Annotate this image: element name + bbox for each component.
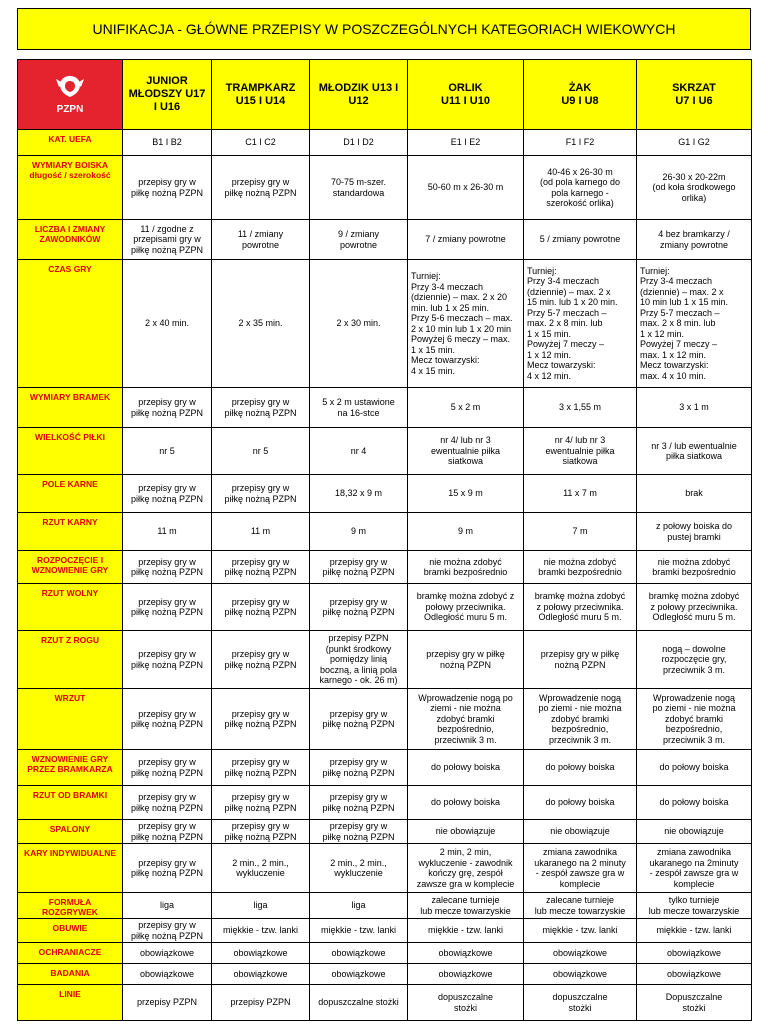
- column-header: ŻAK U9 I U8: [524, 60, 637, 130]
- table-cell: Turniej: Przy 3-4 meczach (dziennie) – max. 2 x 10 min lub 1 x 15 min. Przy 5-7 meczach – max. 2 x 8 min. lub 1 x 12 min. Powyżej 7 meczy – max. 1 x 12 min. Mecz towarzyski: max. 4 x 10 min.: [637, 260, 752, 388]
- row-label: RZUT KARNY: [18, 513, 123, 551]
- row-label: WYMIARY BOISKA długość / szerokość: [18, 156, 123, 220]
- table-cell: 5 / zmiany powrotne: [524, 220, 637, 260]
- table-cell: obowiązkowe: [123, 964, 212, 985]
- document-title: UNIFIKACJA - GŁÓWNE PRZEPISY W POSZCZEGÓLNYCH KATEGORIACH WIEKOWYCH: [17, 8, 751, 50]
- table-cell: nr 5: [123, 428, 212, 475]
- table-cell: tylko turnieje lub mecze towarzyskie: [637, 893, 752, 919]
- table-cell: obowiązkowe: [212, 943, 310, 964]
- document-page: [17, 8, 751, 1021]
- table-cell: 5 x 2 m: [408, 388, 524, 428]
- row-label: ROZPOCZĘCIE I WZNOWIENIE GRY: [18, 551, 123, 584]
- row-label: WIELKOŚĆ PIŁKI: [18, 428, 123, 475]
- row-label: RZUT OD BRAMKI: [18, 786, 123, 820]
- table-cell: nie można zdobyć bramki bezpośrednio: [408, 551, 524, 584]
- table-cell: obowiązkowe: [310, 964, 408, 985]
- row-label: LINIE: [18, 985, 123, 1021]
- table-cell: E1 I E2: [408, 130, 524, 156]
- table-cell: przepisy gry w piłkę nożną PZPN: [123, 631, 212, 689]
- table-cell: liga: [310, 893, 408, 919]
- table-cell: 3 x 1,55 m: [524, 388, 637, 428]
- table-cell: do połowy boiska: [408, 786, 524, 820]
- table-cell: Dopuszczalne stożki: [637, 985, 752, 1021]
- table-cell: nr 3 / lub ewentualnie piłka siatkowa: [637, 428, 752, 475]
- table-cell: do połowy boiska: [637, 750, 752, 786]
- table-cell: obowiązkowe: [524, 964, 637, 985]
- table-cell: miękkie - tzw. lanki: [408, 919, 524, 943]
- table-cell: przepisy gry w piłkę nożną PZPN: [310, 551, 408, 584]
- table-cell: nr 4: [310, 428, 408, 475]
- table-cell: D1 I D2: [310, 130, 408, 156]
- table-cell: przepisy gry w piłkę nożną PZPN: [123, 919, 212, 943]
- table-row: [18, 964, 752, 985]
- table-cell: przepisy PZPN: [212, 985, 310, 1021]
- table-cell: obowiązkowe: [408, 943, 524, 964]
- table-cell: 2 min., 2 min., wykluczenie: [310, 844, 408, 893]
- column-header: MŁODZIK U13 I U12: [310, 60, 408, 130]
- table-row: [18, 820, 752, 844]
- table-cell: 40-46 x 26-30 m (od pola karnego do pola karnego - szerokość orlika): [524, 156, 637, 220]
- table-row: [18, 475, 752, 513]
- table-cell: przepisy gry w piłkę nożną PZPN: [310, 689, 408, 750]
- table-cell: 11 / zmiany powrotne: [212, 220, 310, 260]
- table-cell: nie można zdobyć bramki bezpośrednio: [637, 551, 752, 584]
- table-cell: 2 x 30 min.: [310, 260, 408, 388]
- table-cell: przepisy gry w piłkę nożną PZPN: [123, 844, 212, 893]
- table-cell: G1 I G2: [637, 130, 752, 156]
- table-cell: liga: [123, 893, 212, 919]
- table-cell: 9 m: [408, 513, 524, 551]
- table-cell: przepisy gry w piłkę nożną PZPN: [123, 689, 212, 750]
- table-cell: Wprowadzenie nogą po ziemi - nie można zdobyć bramki bezpośrednio, przeciwnik 3 m.: [524, 689, 637, 750]
- table-cell: nr 4/ lub nr 3 ewentualnie piłka siatkowa: [408, 428, 524, 475]
- table-cell: B1 I B2: [123, 130, 212, 156]
- table-cell: przepisy gry w piłkę nożną PZPN: [123, 551, 212, 584]
- table-cell: przepisy gry w piłkę nożną PZPN: [310, 820, 408, 844]
- table-cell: do połowy boiska: [408, 750, 524, 786]
- table-cell: przepisy gry w piłkę nożną PZPN: [212, 475, 310, 513]
- table-cell: 7 m: [524, 513, 637, 551]
- table-cell: przepisy PZPN (punkt środkowy pomiędzy linią boczną, a linią pola karnego - ok. 26 m): [310, 631, 408, 689]
- table-row: [18, 631, 752, 689]
- table-cell: obowiązkowe: [524, 943, 637, 964]
- table-cell: przepisy gry w piłkę nożną PZPN: [123, 475, 212, 513]
- column-header: SKRZAT U7 I U6: [637, 60, 752, 130]
- table-row: [18, 156, 752, 220]
- table-row: [18, 260, 752, 388]
- table-cell: 4 bez bramkarzy / zmiany powrotne: [637, 220, 752, 260]
- table-cell: miękkie - tzw. lanki: [637, 919, 752, 943]
- table-cell: nr 4/ lub nr 3 ewentualnie piłka siatkowa: [524, 428, 637, 475]
- table-row: [18, 985, 752, 1021]
- table-cell: z połowy boiska do pustej bramki: [637, 513, 752, 551]
- column-header: ORLIK U11 I U10: [408, 60, 524, 130]
- table-row: [18, 388, 752, 428]
- table-cell: 26-30 x 20-22m (od koła środkowego orlika): [637, 156, 752, 220]
- table-row: [18, 513, 752, 551]
- table-cell: przepisy gry w piłkę nożną PZPN: [123, 584, 212, 631]
- table-cell: Wprowadzenie nogą po ziemi - nie można zdobyć bramki bezpośrednio, przeciwnik 3 m.: [408, 689, 524, 750]
- table-cell: dopuszczalne stożki: [310, 985, 408, 1021]
- table-cell: bramkę można zdobyć z połowy przeciwnika. Odległość muru 5 m.: [524, 584, 637, 631]
- table-row: [18, 844, 752, 893]
- row-label: OBUWIE: [18, 919, 123, 943]
- row-label: KARY INDYWIDUALNE: [18, 844, 123, 893]
- table-cell: 9 m: [310, 513, 408, 551]
- table-cell: 2 x 40 min.: [123, 260, 212, 388]
- row-label: BADANIA: [18, 964, 123, 985]
- table-cell: przepisy gry w piłkę nożną PZPN: [123, 786, 212, 820]
- table-cell: 11 x 7 m: [524, 475, 637, 513]
- table-cell: zalecane turnieje lub mecze towarzyskie: [408, 893, 524, 919]
- table-cell: przepisy gry w piłkę nożną PZPN: [310, 750, 408, 786]
- table-row: [18, 584, 752, 631]
- table-cell: nogą – dowolne rozpoczęcie gry, przeciwnik 3 m.: [637, 631, 752, 689]
- table-cell: 3 x 1 m: [637, 388, 752, 428]
- column-header: JUNIOR MŁODSZY U17 I U16: [123, 60, 212, 130]
- row-label: FORMUŁA ROZGRYWEK: [18, 893, 123, 919]
- table-cell: przepisy gry w piłkę nożną PZPN: [524, 631, 637, 689]
- logo-text: PZPN: [56, 104, 84, 115]
- table-cell: Turniej: Przy 3-4 meczach (dziennie) – max. 2 x 20 min. lub 1 x 25 min. Przy 5-6 meczach – max. 2 x 10 min lub 1 x 20 min Powyżej 6 meczy – max. 1 x 15 min. Mecz towarzyski: 4 x 15 min.: [408, 260, 524, 388]
- table-cell: 11 m: [212, 513, 310, 551]
- table-cell: 18,32 x 9 m: [310, 475, 408, 513]
- row-label: WZNOWIENIE GRY PRZEZ BRAMKARZA: [18, 750, 123, 786]
- table-cell: dopuszczalne stożki: [524, 985, 637, 1021]
- table-cell: zalecane turnieje lub mecze towarzyskie: [524, 893, 637, 919]
- header-row: [18, 60, 752, 130]
- table-row: [18, 428, 752, 475]
- table-cell: do połowy boiska: [524, 750, 637, 786]
- table-cell: nr 5: [212, 428, 310, 475]
- row-label: POLE KARNE: [18, 475, 123, 513]
- table-cell: 2 x 35 min.: [212, 260, 310, 388]
- table-row: [18, 943, 752, 964]
- table-row: [18, 919, 752, 943]
- table-cell: obowiązkowe: [408, 964, 524, 985]
- table-cell: do połowy boiska: [524, 786, 637, 820]
- table-cell: 5 x 2 m ustawione na 16-stce: [310, 388, 408, 428]
- rules-table: [17, 59, 752, 1021]
- table-cell: przepisy PZPN: [123, 985, 212, 1021]
- table-cell: 11 / zgodne z przepisami gry w piłkę nożną PZPN: [123, 220, 212, 260]
- table-cell: bramkę można zdobyć z połowy przeciwnika. Odległość muru 5 m.: [408, 584, 524, 631]
- table-cell: F1 I F2: [524, 130, 637, 156]
- table-cell: przepisy gry w piłkę nożną PZPN: [212, 388, 310, 428]
- table-cell: obowiązkowe: [123, 943, 212, 964]
- column-header: TRAMPKARZ U15 I U14: [212, 60, 310, 130]
- table-cell: 9 / zmiany powrotne: [310, 220, 408, 260]
- eagle-icon: [53, 73, 87, 101]
- table-cell: przepisy gry w piłkę nożną PZPN: [212, 156, 310, 220]
- row-label: KAT. UEFA: [18, 130, 123, 156]
- table-cell: nie można zdobyć bramki bezpośrednio: [524, 551, 637, 584]
- table-cell: bramkę można zdobyć z połowy przeciwnika. Odległość muru 5 m.: [637, 584, 752, 631]
- table-cell: 15 x 9 m: [408, 475, 524, 513]
- table-cell: liga: [212, 893, 310, 919]
- table-row: [18, 220, 752, 260]
- row-label: WRZUT: [18, 689, 123, 750]
- table-cell: nie obowiązuje: [408, 820, 524, 844]
- table-cell: przepisy gry w piłkę nożną PZPN: [212, 584, 310, 631]
- table-cell: przepisy gry w piłkę nożną PZPN: [310, 786, 408, 820]
- table-cell: zmiana zawodnika ukaranego na 2 minuty - zespół zawsze gra w komplecie: [524, 844, 637, 893]
- table-cell: przepisy gry w piłkę nożną PZPN: [123, 388, 212, 428]
- table-cell: do połowy boiska: [637, 786, 752, 820]
- table-cell: obowiązkowe: [637, 964, 752, 985]
- table-cell: przepisy gry w piłkę nożną PZPN: [310, 584, 408, 631]
- table-cell: C1 I C2: [212, 130, 310, 156]
- table-cell: obowiązkowe: [310, 943, 408, 964]
- table-cell: miękkie - tzw. lanki: [212, 919, 310, 943]
- row-label: RZUT Z ROGU: [18, 631, 123, 689]
- row-label: CZAS GRY: [18, 260, 123, 388]
- table-row: [18, 689, 752, 750]
- table-cell: nie obowiązuje: [637, 820, 752, 844]
- table-cell: 2 min, 2 min, wykluczenie - zawodnik kończy grę, zespół zawsze gra w komplecie: [408, 844, 524, 893]
- table-row: [18, 786, 752, 820]
- table-cell: 70-75 m-szer. standardowa: [310, 156, 408, 220]
- table-cell: przepisy gry w piłkę nożną PZPN: [212, 820, 310, 844]
- table-cell: zmiana zawodnika ukaranego na 2minuty - zespół zawsze gra w komplecie: [637, 844, 752, 893]
- table-cell: 2 min., 2 min., wykluczenie: [212, 844, 310, 893]
- table-row: [18, 551, 752, 584]
- table-cell: obowiązkowe: [637, 943, 752, 964]
- table-cell: miękkie - tzw. lanki: [524, 919, 637, 943]
- table-row: [18, 893, 752, 919]
- table-cell: przepisy gry w piłkę nożną PZPN: [212, 786, 310, 820]
- table-cell: Turniej: Przy 3-4 meczach (dziennie) – max. 2 x 15 min. lub 1 x 20 min. Przy 5-7 meczach – max. 2 x 8 min. lub 1 x 15 min. Powyżej 7 meczy – 1 x 12 min. Mecz towarzyski: 4 x 12 min.: [524, 260, 637, 388]
- table-cell: przepisy gry w piłkę nożną PZPN: [212, 551, 310, 584]
- table-cell: przepisy gry w piłkę nożną PZPN: [212, 689, 310, 750]
- row-label: OCHRANIACZE: [18, 943, 123, 964]
- row-label: SPALONY: [18, 820, 123, 844]
- row-label: LICZBA I ZMIANY ZAWODNIKÓW: [18, 220, 123, 260]
- table-cell: przepisy gry w piłkę nożną PZPN: [123, 156, 212, 220]
- table-row: [18, 130, 752, 156]
- table-cell: 11 m: [123, 513, 212, 551]
- table-cell: brak: [637, 475, 752, 513]
- table-cell: przepisy gry w piłkę nożną PZPN: [123, 820, 212, 844]
- table-cell: 7 / zmiany powrotne: [408, 220, 524, 260]
- table-cell: przepisy gry w piłkę nożną PZPN: [408, 631, 524, 689]
- table-cell: przepisy gry w piłkę nożną PZPN: [212, 750, 310, 786]
- table-cell: Wprowadzenie nogą po ziemi - nie można zdobyć bramki bezpośrednio, przeciwnik 3 m.: [637, 689, 752, 750]
- table-cell: przepisy gry w piłkę nożną PZPN: [212, 631, 310, 689]
- row-label: WYMIARY BRAMEK: [18, 388, 123, 428]
- table-cell: dopuszczalne stożki: [408, 985, 524, 1021]
- row-label: RZUT WOLNY: [18, 584, 123, 631]
- table-row: [18, 750, 752, 786]
- table-cell: przepisy gry w piłkę nożną PZPN: [123, 750, 212, 786]
- table-cell: obowiązkowe: [212, 964, 310, 985]
- table-cell: 50-60 m x 26-30 m: [408, 156, 524, 220]
- table-cell: miękkie - tzw. lanki: [310, 919, 408, 943]
- table-cell: nie obowiązuje: [524, 820, 637, 844]
- pzpn-logo: [18, 60, 123, 130]
